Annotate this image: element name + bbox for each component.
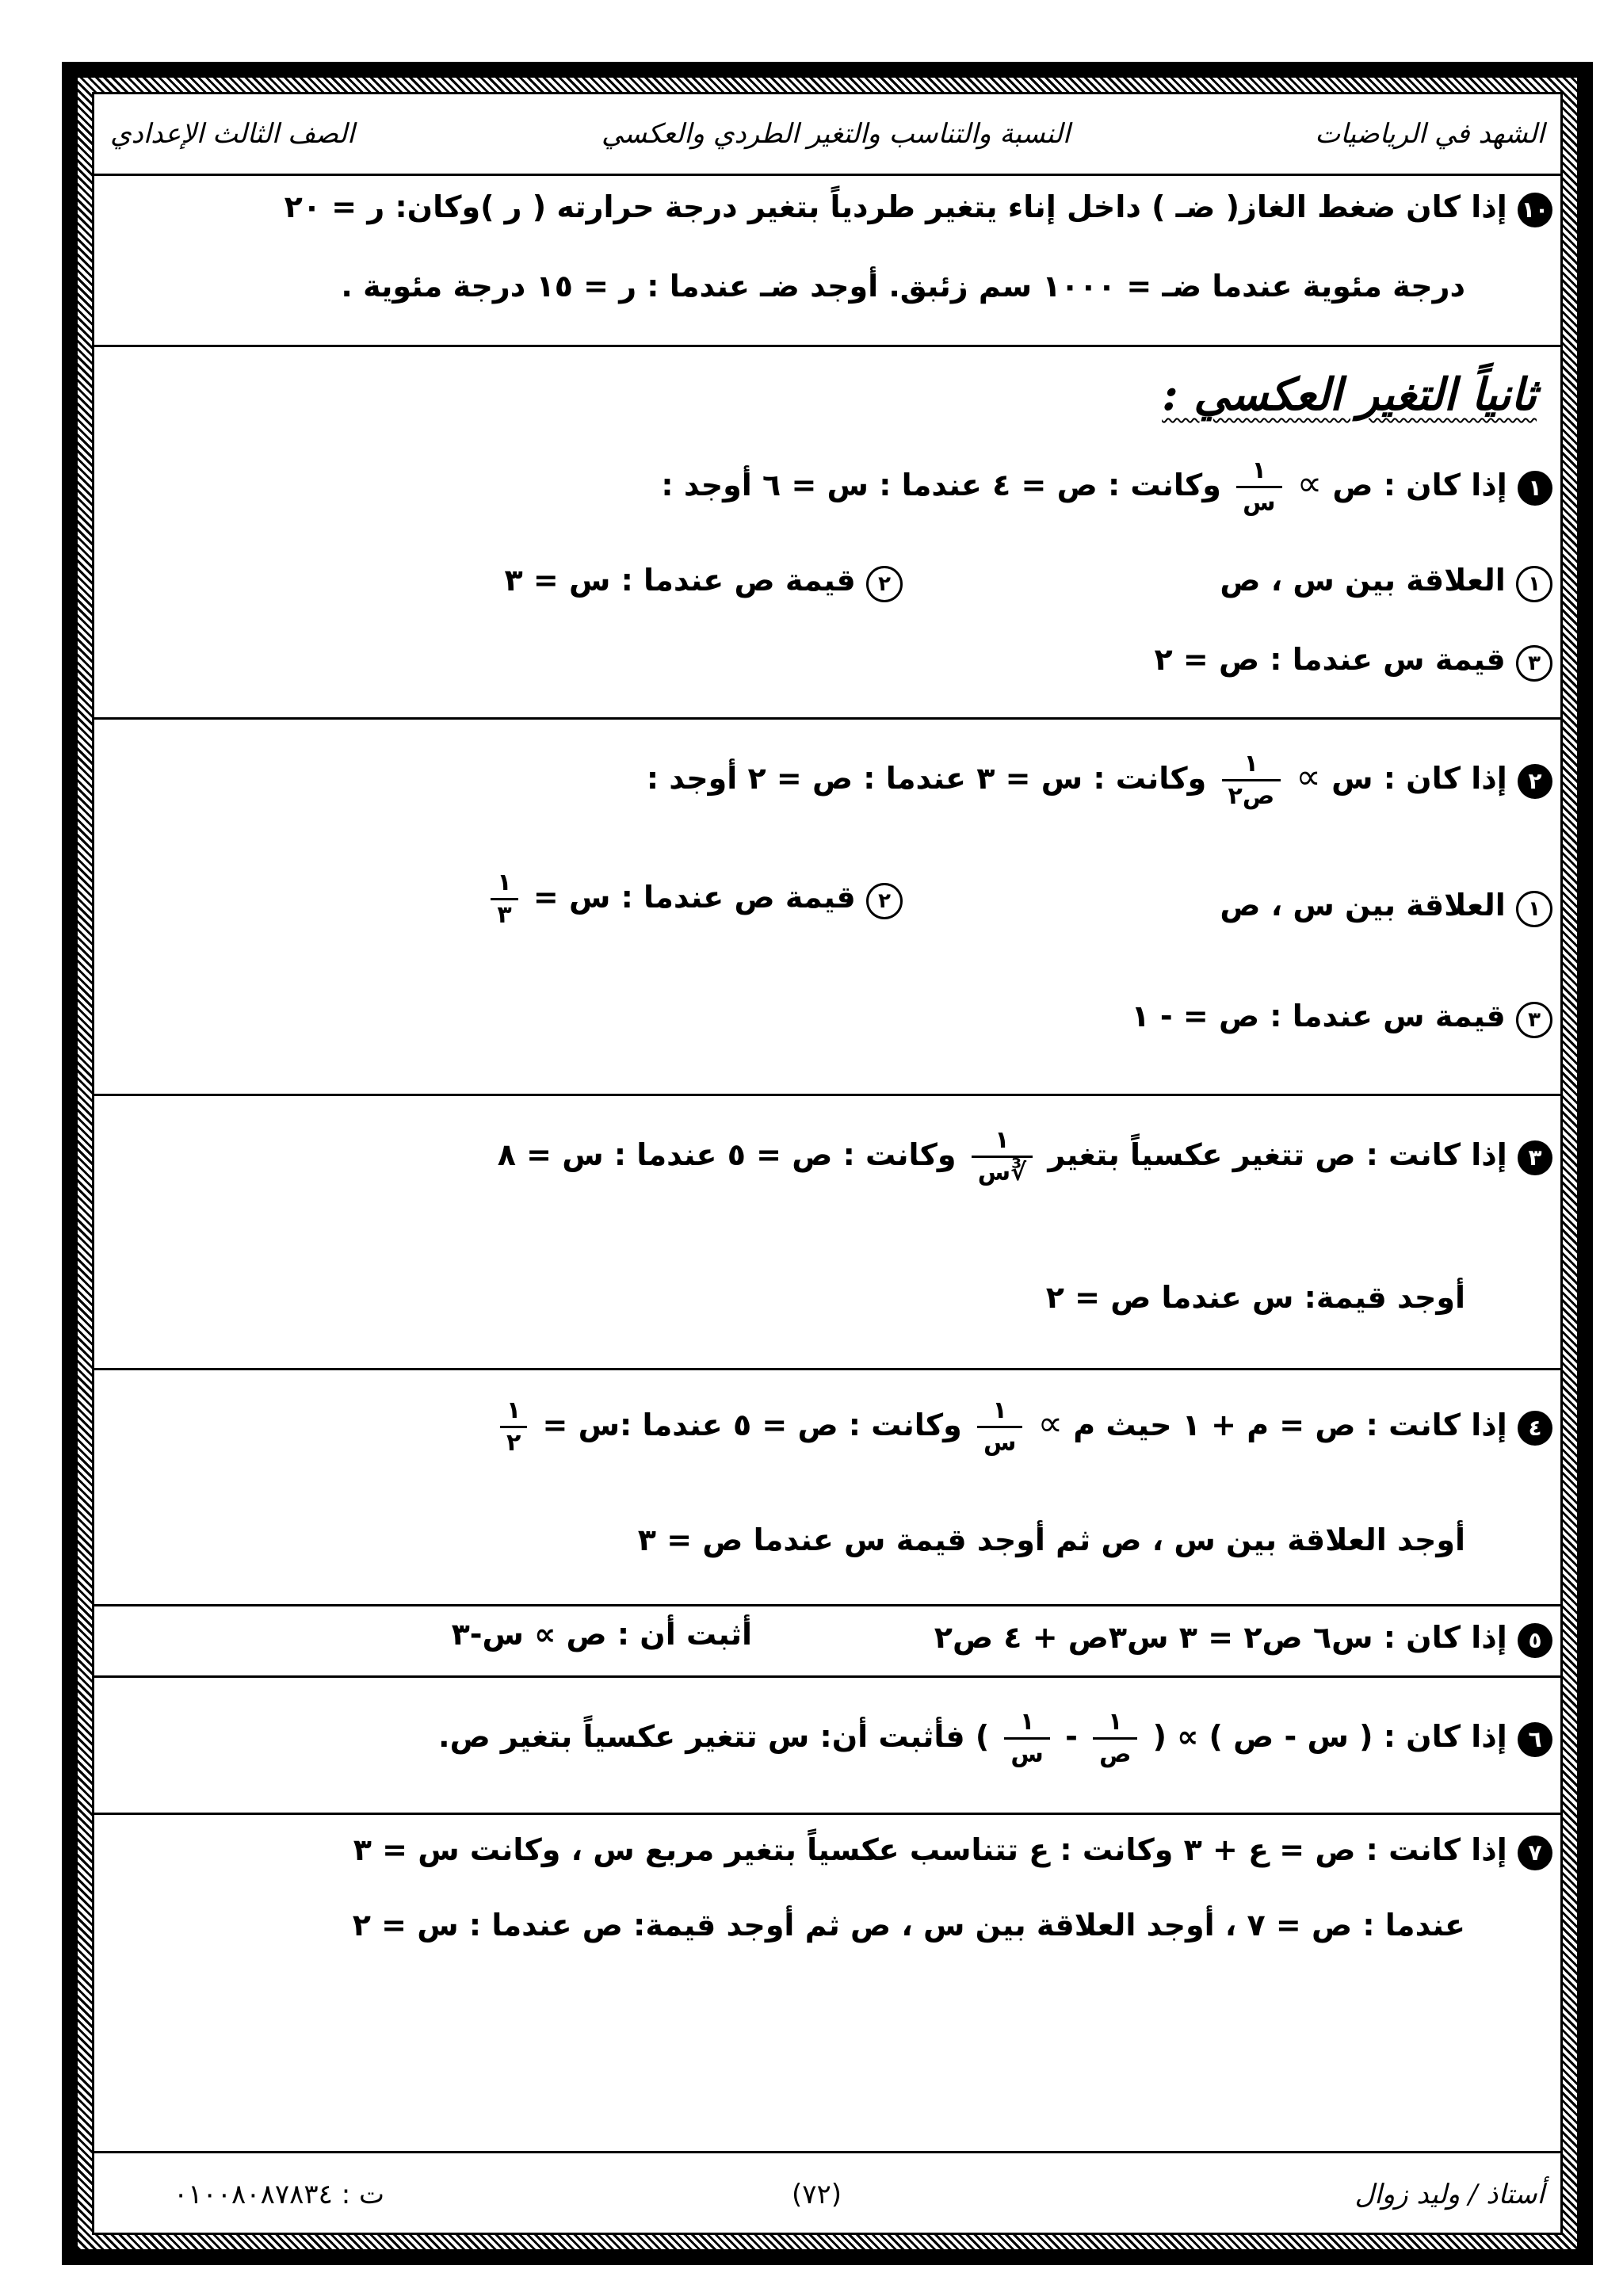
fraction-numerator: ١ bbox=[1222, 749, 1281, 781]
item-text: قيمة ص عندما : س = bbox=[533, 880, 856, 915]
question-text: ) فأثبت أن: س تتغير عكسياً بتغير ص. bbox=[438, 1719, 990, 1754]
item-text: قيمة س عندما : ص = ٢ bbox=[1154, 642, 1506, 677]
fraction-numerator: ١ bbox=[1093, 1707, 1137, 1740]
question-5 bbox=[94, 1604, 1560, 1678]
question-6 bbox=[94, 1675, 1560, 1815]
fraction-denominator: س bbox=[1243, 489, 1276, 517]
footer-teacher: أستاذ / وليد زوال bbox=[1354, 2179, 1545, 2210]
question-text: إذا كان : س bbox=[1331, 761, 1507, 796]
page-header bbox=[94, 94, 1560, 176]
question-4 bbox=[94, 1368, 1560, 1606]
question-10 bbox=[94, 174, 1560, 347]
section-title: ثانياً التغير العكسي : bbox=[1162, 369, 1537, 421]
item-text: قيمة ص عندما : س = ٣ bbox=[504, 563, 856, 598]
question-number: ٢ bbox=[1518, 764, 1552, 799]
item-number: ٣ bbox=[1516, 1002, 1552, 1038]
proportional-symbol: ∝ bbox=[1296, 464, 1323, 504]
header-topic: النسبة والتناسب والتغير الطردي والعكسي bbox=[601, 118, 1071, 150]
fraction-denominator: ∛س bbox=[977, 1159, 1027, 1186]
question-text: إذا كان ضغط الغاز( ضـ ) داخل إناء يتغير طردياً بتغير درجة حرارته ( ر )وكان: ر = ٢٠ bbox=[284, 189, 1507, 224]
question-3 bbox=[94, 1094, 1560, 1370]
fraction-numerator: ١ bbox=[491, 868, 517, 900]
page-footer bbox=[94, 2151, 1560, 2233]
question-number: ٥ bbox=[1518, 1623, 1552, 1658]
question-text: وكانت : س = ٣ عندما : ص = ٢ أوجد : bbox=[646, 761, 1207, 796]
question-1 bbox=[94, 345, 1560, 720]
proportional-symbol: ∝ bbox=[1296, 757, 1321, 797]
question-text: إذا كانت : ص = م + ١ حيث م bbox=[1073, 1408, 1507, 1442]
fraction-numerator: ١ bbox=[972, 1125, 1033, 1158]
minus-sign: - bbox=[1065, 1719, 1078, 1754]
page-content bbox=[92, 92, 1563, 2235]
item-number: ٢ bbox=[866, 566, 903, 602]
item-text: العلاقة بين س ، ص bbox=[1220, 563, 1506, 598]
item-text: العلاقة بين س ، ص bbox=[1220, 888, 1506, 923]
fraction-numerator: ١ bbox=[500, 1396, 527, 1428]
fraction bbox=[1222, 749, 1281, 812]
header-subject: الشهد في الرياضيات bbox=[1315, 118, 1545, 150]
question-7 bbox=[94, 1813, 1560, 2050]
item-number: ١ bbox=[1516, 891, 1552, 927]
page-border bbox=[62, 62, 1593, 2265]
item-number: ٢ bbox=[866, 883, 903, 919]
fraction bbox=[1004, 1707, 1049, 1770]
proportional-symbol: ∝ bbox=[1037, 1404, 1064, 1444]
question-text: إذا كانت : ص = ع + ٣ وكانت : ع تتناسب عكسياً بتغير مربع س ، وكانت س = ٣ bbox=[353, 1832, 1507, 1867]
question-text: وكانت : ص = ٥ عندما : س = ٨ bbox=[497, 1137, 957, 1172]
question-number: ٣ bbox=[1518, 1140, 1552, 1175]
fraction bbox=[977, 1396, 1022, 1458]
question-text: عندما : ص = ٧ ، أوجد العلاقة بين س ، ص ثم أوجد قيمة: ص عندما : س = ٢ bbox=[352, 1908, 1465, 1943]
question-text: أوجد العلاقة بين س ، ص ثم أوجد قيمة س عندما ص = ٣ bbox=[637, 1522, 1465, 1557]
fraction-denominator: ص٢ bbox=[1228, 782, 1275, 810]
question-text: إذا كان : س٦ ص٢ = ٣ س٣ص + ٤ ص٢ bbox=[934, 1620, 1507, 1655]
question-text: وكانت : ص = ٥ عندما :س = bbox=[542, 1408, 962, 1442]
item-number: ١ bbox=[1516, 566, 1552, 602]
fraction-numerator: ١ bbox=[977, 1396, 1022, 1428]
question-number: ١٠ bbox=[1518, 193, 1552, 227]
fraction bbox=[491, 868, 517, 930]
question-number: ٤ bbox=[1518, 1411, 1552, 1446]
fraction-numerator: ١ bbox=[1236, 456, 1281, 488]
question-text: وكانت : ص = ٤ عندما : س = ٦ أوجد : bbox=[661, 468, 1221, 502]
fraction bbox=[1093, 1707, 1137, 1770]
question-text: أوجد قيمة: س عندما ص = ٢ bbox=[1045, 1280, 1465, 1315]
fraction-denominator: ٢ bbox=[506, 1429, 521, 1457]
fraction-denominator: س bbox=[983, 1429, 1017, 1457]
page-number: (٧٢) bbox=[792, 2179, 842, 2210]
question-2 bbox=[94, 717, 1560, 1096]
question-text: إذا كان : ص bbox=[1332, 468, 1507, 502]
item-text: قيمة س عندما : ص = - ١ bbox=[1131, 999, 1506, 1033]
fraction-denominator: ص bbox=[1099, 1740, 1132, 1768]
question-text: إذا كان : ( س - ص ) ∝ ( bbox=[1152, 1719, 1507, 1754]
fraction bbox=[972, 1125, 1033, 1188]
question-prove: أثبت أن : ص ∝ س-٣ bbox=[451, 1617, 752, 1652]
header-grade: الصف الثالث الإعدادي bbox=[110, 118, 355, 150]
fraction-denominator: ٣ bbox=[497, 901, 512, 929]
question-number: ٦ bbox=[1518, 1722, 1552, 1757]
fraction-numerator: ١ bbox=[1004, 1707, 1049, 1740]
footer-phone: ت : ٠١٠٠٨٠٨٧٨٣٤ bbox=[174, 2179, 384, 2210]
question-number: ١ bbox=[1518, 471, 1552, 506]
question-text: درجة مئوية عندما ضـ = ١٠٠٠ سم زئبق. أوجد ضـ عندما : ر = ١٥ درجة مئوية . bbox=[341, 269, 1465, 304]
fraction bbox=[500, 1396, 527, 1458]
question-number: ٧ bbox=[1518, 1836, 1552, 1870]
fraction bbox=[1236, 456, 1281, 518]
item-number: ٣ bbox=[1516, 645, 1552, 682]
question-text: إذا كانت : ص تتغير عكسياً بتغير bbox=[1048, 1137, 1507, 1172]
fraction-denominator: س bbox=[1010, 1740, 1044, 1768]
